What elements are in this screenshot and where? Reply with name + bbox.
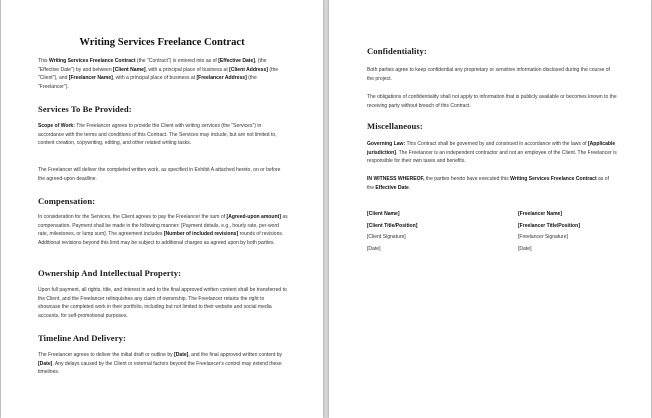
witness-paragraph (367, 175, 617, 192)
intro-text-1: This (38, 58, 49, 64)
client-signature: [Client Signature] (367, 234, 406, 241)
timeline-text-2: , and the final approved written content by (188, 352, 283, 358)
intro-client-address: [Client Address] (229, 66, 268, 73)
compensation-paragraph (38, 213, 288, 247)
freelancer-signature: [Freelancer Signature] (518, 234, 568, 241)
client-title: [Client Title/Position] (367, 222, 418, 229)
timeline-draft-date: [Date] (174, 352, 189, 358)
compensation-amount: [Agreed-upon amount] (226, 214, 281, 220)
document-title: Writing Services Freelance Contract (79, 37, 245, 48)
witness-label: IN WITNESS WHEREOF, (367, 176, 425, 182)
intro-freelancer-address: [Freelancer Address] (196, 75, 247, 82)
timeline-final-date: [Date] (38, 360, 53, 367)
miscellaneous-heading: Miscellaneous: (367, 121, 423, 131)
governing-law-text-1: This Contract shall be governed by and construed in accordance with the laws of (405, 141, 588, 147)
confidentiality-heading: Confidentiality: (367, 46, 427, 56)
client-name: [Client Name] (367, 211, 400, 217)
intro-effective-date: [Effective Date] (218, 58, 255, 64)
document-page-1 (1, 0, 323, 418)
timeline-paragraph (38, 351, 288, 377)
witness-text-1: the parties hereto have executed this (424, 176, 511, 182)
ownership-heading: Ownership And Intellectual Property: (38, 268, 182, 278)
freelancer-name: [Freelancer Name] (518, 211, 563, 217)
scope-of-work-label: Scope of Work: (38, 123, 75, 129)
confidentiality-paragraph-1: Both parties agree to keep confidential any proprietary or sensitive information disclosed during the course of the project. (367, 67, 610, 82)
governing-law-label: Governing Law: (367, 141, 406, 147)
delivery-paragraph: The Freelancer will deliver the completed written work, as specified in Exhibit A attached hereto, on or before the agreed-upon deadline. (38, 167, 281, 182)
compensation-revisions: [Number of included revisions] (163, 231, 239, 238)
intro-text-3: , (the "Effective Date") by and between (38, 58, 267, 73)
client-signature-block (367, 210, 417, 253)
ownership-paragraph: Upon full payment, all rights, title, and interest in and to the final approved written content shall be transferred to the Client, and the Freelancer relinquishes any claim of ownership. The Freelancer retains the right to showcase the completed work in their portfolio, including but not limited to their website and social media accounts, for self-promotional purposes. (38, 287, 287, 319)
freelancer-title: [Freelancer Title/Position] (518, 222, 580, 229)
client-date: [Date] (367, 245, 381, 252)
scope-of-work-text: The Freelancer agrees to provide the Client with writing services (the "Services") in accordance with the terms and conditions of this Contract. The Services may include, but are not limited to, content creation, copywriting, editing, and other related writing tasks. (38, 123, 277, 147)
freelancer-date: [Date] (518, 245, 532, 252)
compensation-text-1: In consideration for the Services, the Client agrees to pay the Freelancer the sum of (38, 214, 227, 220)
compensation-text-2: as compensation. Payment shall be made in the following manner: [Payment details, e.g., hourly rate, per-word rate, milestones, or lump sum]. The agreement includes (38, 214, 288, 238)
intro-contract-name: Writing Services Freelance Contract (48, 58, 136, 64)
services-heading: Services To Be Provided: (38, 104, 132, 114)
intro-paragraph (38, 57, 288, 91)
intro-text-5: (the "Client"), and (38, 66, 279, 82)
intro-text-2: (the "Contract") is entered into as of (135, 58, 219, 64)
governing-law-jurisdiction: [Applicable jurisdiction] (367, 141, 616, 156)
governing-law-text-2: . The Freelancer is an independent contractor and not an employee of the Client. The Freelancer is responsible for their own taxes and benefits. (367, 149, 617, 165)
witness-effective-date: Effective Date (375, 184, 409, 191)
freelancer-signature-block (518, 210, 580, 253)
intro-text-4: , with a principal place of business at (145, 66, 230, 73)
confidentiality-paragraph-2: The obligations of confidentiality shall not apply to information that is publicly available or becomes known to the receiving party without breach of this Contract. (367, 94, 617, 109)
intro-freelancer-name: [Freelancer Name] (68, 75, 113, 82)
witness-contract-name: Writing Services Freelance Contract (510, 176, 597, 182)
compensation-text-3: rounds of revisions. Additional revisions beyond this limit may be subject to additional charges as agreed upon by both parties. (38, 231, 284, 246)
document-page-2 (329, 0, 651, 418)
timeline-text-1: The Freelancer agrees to deliver the initial draft or outline by (38, 352, 175, 358)
governing-law-paragraph (367, 140, 617, 166)
intro-text-6: , with a principal place of business at (112, 75, 197, 82)
timeline-heading: Timeline And Delivery: (38, 333, 126, 343)
witness-text-3: . (408, 184, 411, 191)
timeline-text-3: . Any delays caused by the Client or external factors beyond the Freelancer's control may extend these timelines. (38, 360, 282, 376)
scope-of-work-paragraph (38, 122, 288, 148)
intro-client-name: [Client Name] (113, 66, 146, 73)
compensation-heading: Compensation: (38, 196, 96, 206)
intro-text-7: (the "Freelancer"). (38, 75, 257, 90)
witness-text-2: as of the (367, 176, 609, 191)
